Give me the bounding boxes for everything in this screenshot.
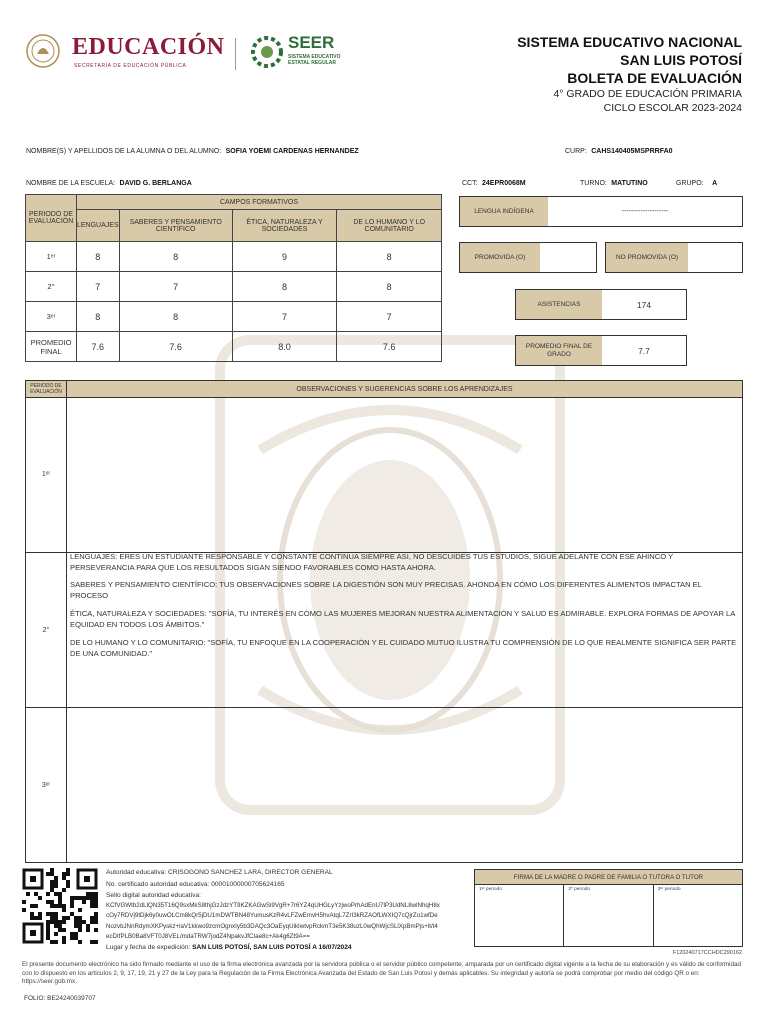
turno-label: TURNO: (580, 180, 607, 187)
qr-module (58, 924, 62, 928)
curp-label: CURP: (565, 148, 587, 155)
qr-module (50, 912, 54, 916)
qr-module (54, 924, 58, 928)
qr-module (94, 912, 98, 916)
qr-module (26, 892, 30, 896)
grade-cell: 7.6 (337, 332, 442, 362)
qr-module (38, 916, 42, 920)
qr-module (50, 868, 54, 872)
student-name-row (26, 140, 359, 158)
obs-header: OBSERVACIONES Y SUGERENCIAS SOBRE LOS APRENDIZAJES (296, 385, 513, 393)
firma-col-1: 1ᵉʳ periodo (475, 885, 564, 946)
qr-module (54, 920, 58, 924)
qr-module (94, 940, 98, 944)
grade-cell: 9 (232, 242, 337, 272)
qr-module (46, 900, 50, 904)
qr-module (90, 892, 94, 896)
grade-cell: 8.0 (232, 332, 337, 362)
asistencias-box (515, 289, 687, 320)
qr-module (54, 880, 58, 884)
qr-module (46, 932, 50, 936)
qr-module (50, 880, 54, 884)
obs-saberes: SABERES Y PENSAMIENTO CIENTÍFICO: TUS OBSERVACIONES SOBRE LA DIGESTIÓN SON MUY PRECISAS. AHONDA EN CÓMO LOS DIFERENTES ALIMENTOS IMPACTAN EL PROCESO (70, 580, 702, 600)
no-promovida-label: NO PROMOVIDA (O) (606, 243, 688, 272)
lengua-indigena-value: -------------------- (621, 208, 669, 215)
qr-module (46, 924, 50, 928)
qr-module (46, 892, 50, 896)
header-line2: SAN LUIS POTOSÍ (620, 52, 742, 68)
qr-module (78, 920, 82, 924)
lengua-indigena-label: LENGUA INDÍGENA (460, 197, 548, 226)
obs-lenguajes: LENGUAJES: ERES UN ESTUDIANTE RESPONSABLE Y CONSTANTE CONTINUA SIEMPRE ASI, NO DESCUIDES TUS ESTUDIOS, SIGUE ADELANTE CON ESE AHINCO Y PERSEVERANCIA PARA QUE LOS RESULTADOS SIGAN SIENDO FAVORABLES COMO HASTA AHORA. (70, 552, 673, 572)
asistencias-value: 174 (636, 299, 652, 310)
qr-module (78, 924, 82, 928)
qr-module (50, 940, 54, 944)
qr-module (62, 904, 66, 908)
qr-module (22, 900, 26, 904)
qr-module (58, 896, 62, 900)
edu-logo-text: EDUCACIÓN (72, 34, 225, 60)
promedio-final-box (515, 335, 687, 366)
qr-module (70, 904, 74, 908)
qr-module (62, 928, 66, 932)
grade-cell: 8 (77, 242, 120, 272)
header-line1: SISTEMA EDUCATIVO NACIONAL (517, 34, 742, 50)
qr-module (78, 916, 82, 920)
promedio-final-value: 7.7 (638, 345, 650, 356)
col-etica: ÉTICA, NATURALEZA Y SOCIEDADES (232, 210, 337, 242)
autoridad-educativa: Autoridad educativa: CRISOGONO SANCHEZ LARA, DIRECTOR GENERAL (106, 869, 333, 876)
qr-module (90, 900, 94, 904)
qr-module (74, 920, 78, 924)
qr-module (50, 888, 54, 892)
cct-row (462, 172, 526, 190)
qr-module (46, 920, 50, 924)
qr-module (62, 940, 66, 944)
no-promovida-box (605, 242, 743, 273)
qr-module (94, 896, 98, 900)
grade-cell: 7 (232, 302, 337, 332)
qr-module (86, 896, 90, 900)
qr-code (22, 868, 98, 944)
grupo-label: GRUPO: (676, 180, 704, 187)
grade-cell: 8 (119, 302, 232, 332)
grade-cell: 8 (337, 242, 442, 272)
qr-module (70, 912, 74, 916)
obs-period-2-content (70, 551, 738, 659)
seer-logo-sub2: ESTATAL REGULAR (288, 60, 336, 66)
period-label: 3ᵉʳ (26, 302, 77, 332)
qr-module (58, 928, 62, 932)
qr-module (78, 940, 82, 944)
period-label: PROMEDIO FINAL (26, 332, 77, 362)
grade-cell: 7.6 (119, 332, 232, 362)
qr-module (54, 876, 58, 880)
qr-module (50, 916, 54, 920)
qr-module (70, 932, 74, 936)
logo-divider (235, 38, 236, 70)
asistencias-label: ASISTENCIAS (516, 290, 602, 319)
qr-module (54, 884, 58, 888)
col-lenguajes: LENGUAJES (77, 210, 120, 242)
qr-module (94, 920, 98, 924)
qr-module (90, 896, 94, 900)
qr-module (78, 928, 82, 932)
qr-module (50, 884, 54, 888)
qr-module (94, 928, 98, 932)
header-line5: CICLO ESCOLAR 2023-2024 (603, 102, 742, 114)
qr-module (82, 920, 86, 924)
qr-module (70, 936, 74, 940)
edu-logo-subtitle: SECRETARÍA DE EDUCACIÓN PÚBLICA (74, 63, 187, 69)
grupo-value: A (712, 180, 718, 187)
student-name-label: NOMBRE(S) Y APELLIDOS DE LA ALUMNA O DEL ALUMNO: (26, 148, 222, 155)
qr-module (90, 916, 94, 920)
qr-module (22, 908, 26, 912)
qr-module (62, 920, 66, 924)
qr-module (74, 916, 78, 920)
col-humano: DE LO HUMANO Y LO COMUNITARIO (337, 210, 442, 242)
obs-period-2: 2° (42, 626, 50, 634)
firma-box (474, 869, 743, 947)
lugar-label: Lugar y fecha de expedición: (106, 943, 191, 951)
qr-module (74, 932, 78, 936)
qr-module (66, 868, 70, 872)
header-line4: 4° GRADO DE EDUCACIÓN PRIMARIA (553, 88, 742, 100)
qr-module (58, 892, 62, 896)
qr-module (82, 900, 86, 904)
lugar-fecha: SAN LUIS POTOSÍ, SAN LUIS POTOSÍ A 16/07/2024 (192, 943, 352, 951)
qr-module (90, 940, 94, 944)
qr-module (94, 892, 98, 896)
col-saberes: SABERES Y PENSAMIENTO CIENTÍFICO (119, 210, 232, 242)
qr-module (38, 912, 42, 916)
qr-module (54, 904, 58, 908)
grades-period-header: PERIODO DE EVALUACIÓN (26, 195, 77, 242)
grade-cell: 8 (232, 272, 337, 302)
grades-table (25, 194, 442, 362)
table-row (26, 332, 442, 362)
folio-row (24, 995, 96, 1002)
promovida-label: PROMOVIDA (O) (460, 243, 540, 272)
school-name: DAVID G. BERLANGA (119, 180, 192, 187)
qr-module (58, 920, 62, 924)
qr-module (94, 900, 98, 904)
firma-header: FIRMA DE LA MADRE O PADRE DE FAMILIA O TUTORA O TUTOR (475, 870, 742, 885)
qr-module (54, 940, 58, 944)
promedio-final-label: PROMEDIO FINAL DE GRADO (516, 336, 602, 365)
qr-module (86, 892, 90, 896)
qr-module (70, 900, 74, 904)
qr-module (74, 896, 78, 900)
turno-row (580, 172, 648, 190)
qr-module (54, 916, 58, 920)
turno-value: MATUTINO (611, 180, 648, 187)
observations-table (25, 380, 743, 863)
table-row (26, 242, 442, 272)
legal-text: El presente documento electrónico ha sido firmado mediante el uso de la firma electrónica avanzada por la servidora pública o el servidor público competente, amparada por un certificado digital vigente a la fecha de su elaboración y es válido de conformidad con lo dispuesto en los artículos 2, 9, 17, 19, 21 y 27 de la Ley para la Regulación de la Firma Electrónica Avanzada del Estado de San Luis Potosí y demás aplicables. Su integridad y autoría se podrá comprobar por medio del código QR o en: https://seer.gob.mx. (22, 961, 741, 985)
qr-module (50, 920, 54, 924)
qr-module (58, 900, 62, 904)
school-row (26, 172, 192, 190)
obs-period-1: 1ᵉʳ (41, 471, 51, 478)
qr-module (30, 912, 34, 916)
cct-value: 24EPR0068M (482, 180, 526, 187)
firma-col-2: 2º periodo (564, 885, 653, 946)
grade-cell: 7 (77, 272, 120, 302)
sello-digital: KCfVGWtb2dLlQN35T16Q9sxMkS8thjGzJdzYT9KZKAGwSi9VgR+7r6YZ4qUHGLyYzjwoPrhAdEnU7lP3UdNL8wlNhqH8xcOy7RDVj9tDjk6y0uwOLCm8kQr5jDU1mDWTBN48YumusKzR4vLFZwEmvH5hvAtqL7ZrI3kRZAOfLWXIQ7cQjrZo1wfDeNozvbJNnRdymXKPyskz+laV1kkwo9zcmOgnxIy5b3DAQc3OaEyqUikIwtvpRckmT3e5K38uzL0wQhWjcSLlXpBmPjs+lt/t4ecDIfPLB0Ba8VFT0J8VEL/mdaTRW7jodZ4NpakvJfCIae8c+Ak4g6Zt9A== (106, 901, 440, 940)
qr-module (62, 872, 66, 876)
student-name: SOFIA YOEMI CARDENAS HERNANDEZ (225, 148, 359, 155)
firma-col-3: 3ᵉʳ periodo (657, 887, 681, 892)
period-label: 1ᵉʳ (26, 242, 77, 272)
promovida-value (540, 243, 596, 272)
qr-module (90, 920, 94, 924)
grade-cell: 7.6 (77, 332, 120, 362)
qr-module (62, 908, 66, 912)
qr-module (34, 904, 38, 908)
period-label: 2° (26, 272, 77, 302)
folio-value: BE24240039707 (47, 995, 96, 1002)
qr-module (70, 896, 74, 900)
school-label: NOMBRE DE LA ESCUELA: (26, 180, 116, 187)
obs-humano: DE LO HUMANO Y LO COMUNITARIO: "SOFÍA, TU ENFOQUE EN LA COOPERACIÓN Y EL CUIDADO MUTUO ILUSTRA TU COMPRENSIÓN DE LO QUE REALMENTE SIGNIFICA SER PARTE DE UNA COMUNIDAD." (70, 638, 737, 658)
grade-cell: 8 (119, 242, 232, 272)
qr-module (46, 872, 50, 876)
qr-module (54, 932, 58, 936)
qr-module (50, 872, 54, 876)
grade-cell: 8 (77, 302, 120, 332)
qr-module (46, 928, 50, 932)
seal-logo (26, 34, 60, 73)
qr-module (74, 924, 78, 928)
cct-label: CCT: (462, 180, 478, 187)
qr-module (30, 916, 34, 920)
seer-logo-text: SEER (288, 33, 335, 52)
header-line3: BOLETA DE EVALUACIÓN (567, 70, 742, 86)
qr-module (62, 916, 66, 920)
qr-module (54, 912, 58, 916)
qr-module (46, 936, 50, 940)
qr-module (74, 936, 78, 940)
grupo-row (676, 172, 717, 190)
qr-module (78, 908, 82, 912)
qr-module (34, 916, 38, 920)
qr-module (46, 912, 50, 916)
qr-module (82, 896, 86, 900)
grade-cell: 7 (337, 302, 442, 332)
promovida-box (459, 242, 597, 273)
qr-module (94, 904, 98, 908)
table-row (26, 272, 442, 302)
grade-cell: 7 (119, 272, 232, 302)
qr-module (94, 916, 98, 920)
curp-row (565, 140, 673, 158)
seer-logo-icon (250, 36, 284, 73)
qr-module (62, 936, 66, 940)
qr-module (58, 904, 62, 908)
qr-module (86, 928, 90, 932)
table-row (26, 302, 442, 332)
qr-module (50, 904, 54, 908)
curp-value: CAHS140405MSPRRFA0 (591, 148, 673, 155)
obs-period-3: 3ᵉʳ (41, 781, 51, 789)
qr-module (90, 904, 94, 908)
obs-etica: ÉTICA, NATURALEZA Y SOCIEDADES: "SOFÍA, TU INTERÉS EN CÓMO LAS MUJERES MEJORAN NUESTRA ALIMENTACIÓN Y SALUD ES ADMIRABLE. EXPLORA FORMAS DE APOYAR LA EQUIDAD EN TODOS LOS ÁMBITOS." (70, 609, 735, 629)
campos-formativos-header: CAMPOS FORMATIVOS (77, 195, 442, 210)
seer-logo-sub1: SISTEMA EDUCATIVO (288, 54, 341, 60)
qr-module (62, 876, 66, 880)
sello-label: Sello digital autoridad educativa: (106, 892, 201, 899)
document-code: F120240717CCHDC290162 (672, 950, 742, 956)
qr-module (66, 872, 70, 876)
qr-module (62, 888, 66, 892)
grade-cell: 8 (337, 272, 442, 302)
qr-module (38, 896, 42, 900)
no-promovida-value (688, 243, 742, 272)
qr-module (66, 880, 70, 884)
qr-module (66, 884, 70, 888)
qr-module (34, 892, 38, 896)
qr-module (50, 900, 54, 904)
qr-module (78, 896, 82, 900)
folio-label: FOLIO: (24, 995, 46, 1002)
qr-module (66, 916, 70, 920)
qr-module (30, 904, 34, 908)
lengua-indigena-box (459, 196, 743, 227)
qr-module (54, 892, 58, 896)
certificado-autoridad: No. certificado autoridad educativa: 00001000000705624165 (106, 880, 285, 888)
qr-module (86, 924, 90, 928)
obs-period-header: PERIODO DE EVALUACIÓN (26, 381, 67, 397)
